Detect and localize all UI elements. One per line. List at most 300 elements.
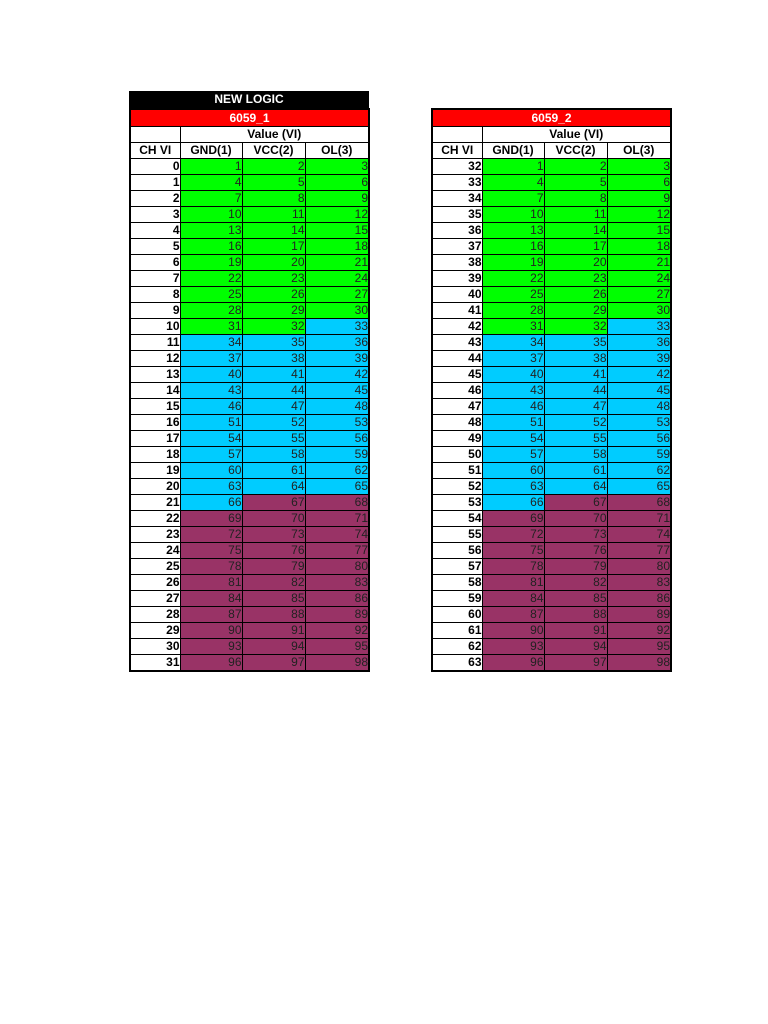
ol-value-cell: 45 <box>305 383 369 399</box>
ol-value-cell: 71 <box>305 511 369 527</box>
vcc-header: VCC(2) <box>242 143 305 159</box>
gnd-value-cell: 7 <box>482 191 544 207</box>
vcc-value-cell: 20 <box>242 255 305 271</box>
channel-cell: 50 <box>432 447 482 463</box>
ol-value-cell: 39 <box>607 351 671 367</box>
gnd-value-cell: 90 <box>180 623 242 639</box>
table-row <box>130 479 369 495</box>
channel-cell: 57 <box>432 559 482 575</box>
ol-value-cell: 86 <box>607 591 671 607</box>
table-row <box>432 191 671 207</box>
blank-header-cell <box>130 127 180 143</box>
gnd-value-cell: 51 <box>482 415 544 431</box>
ol-value-cell: 98 <box>607 655 671 672</box>
vcc-value-cell: 2 <box>544 159 607 175</box>
channel-cell: 53 <box>432 495 482 511</box>
ol-header: OL(3) <box>607 143 671 159</box>
vcc-value-cell: 44 <box>242 383 305 399</box>
ol-value-cell: 21 <box>305 255 369 271</box>
vcc-value-cell: 97 <box>544 655 607 672</box>
vcc-value-cell: 8 <box>242 191 305 207</box>
table-row <box>432 447 671 463</box>
ol-value-cell: 74 <box>607 527 671 543</box>
vcc-value-cell: 67 <box>242 495 305 511</box>
ol-value-cell: 77 <box>305 543 369 559</box>
ol-value-cell: 48 <box>607 399 671 415</box>
gnd-value-cell: 84 <box>180 591 242 607</box>
vcc-value-cell: 26 <box>242 287 305 303</box>
table-body <box>432 159 671 672</box>
gnd-value-cell: 81 <box>180 575 242 591</box>
gnd-value-cell: 51 <box>180 415 242 431</box>
channel-cell: 54 <box>432 511 482 527</box>
gnd-value-cell: 22 <box>180 271 242 287</box>
channel-cell: 14 <box>130 383 180 399</box>
table-row <box>130 559 369 575</box>
table-row <box>130 543 369 559</box>
ol-value-cell: 15 <box>305 223 369 239</box>
gnd-value-cell: 54 <box>180 431 242 447</box>
table-row <box>130 623 369 639</box>
channel-cell: 13 <box>130 367 180 383</box>
table-row <box>432 591 671 607</box>
channel-cell: 32 <box>432 159 482 175</box>
gnd-header: GND(1) <box>180 143 242 159</box>
gnd-value-cell: 25 <box>482 287 544 303</box>
gnd-value-cell: 7 <box>180 191 242 207</box>
vcc-value-cell: 47 <box>544 399 607 415</box>
channel-cell: 16 <box>130 415 180 431</box>
ol-value-cell: 3 <box>305 159 369 175</box>
ol-value-cell: 12 <box>305 207 369 223</box>
value-header: Value (VI) <box>482 127 671 143</box>
gnd-value-cell: 75 <box>180 543 242 559</box>
vcc-value-cell: 26 <box>544 287 607 303</box>
table-row <box>130 207 369 223</box>
channel-cell: 59 <box>432 591 482 607</box>
vcc-value-cell: 76 <box>242 543 305 559</box>
vcc-value-cell: 11 <box>544 207 607 223</box>
vcc-header: VCC(2) <box>544 143 607 159</box>
ol-value-cell: 45 <box>607 383 671 399</box>
gnd-value-cell: 90 <box>482 623 544 639</box>
channel-cell: 33 <box>432 175 482 191</box>
table-row <box>432 575 671 591</box>
table-row <box>432 431 671 447</box>
gnd-value-cell: 16 <box>180 239 242 255</box>
gnd-value-cell: 63 <box>482 479 544 495</box>
gnd-header: GND(1) <box>482 143 544 159</box>
vcc-value-cell: 17 <box>242 239 305 255</box>
ol-value-cell: 77 <box>607 543 671 559</box>
table-row <box>130 335 369 351</box>
channel-cell: 61 <box>432 623 482 639</box>
channel-cell: 1 <box>130 175 180 191</box>
gnd-value-cell: 46 <box>180 399 242 415</box>
channel-cell: 29 <box>130 623 180 639</box>
vcc-value-cell: 32 <box>242 319 305 335</box>
table-row <box>432 271 671 287</box>
channel-cell: 63 <box>432 655 482 672</box>
vcc-value-cell: 29 <box>242 303 305 319</box>
vcc-value-cell: 41 <box>544 367 607 383</box>
ol-value-cell: 21 <box>607 255 671 271</box>
vcc-value-cell: 38 <box>544 351 607 367</box>
ol-value-cell: 80 <box>305 559 369 575</box>
channel-cell: 6 <box>130 255 180 271</box>
channel-cell: 22 <box>130 511 180 527</box>
channel-cell: 26 <box>130 575 180 591</box>
vcc-value-cell: 23 <box>242 271 305 287</box>
ol-value-cell: 53 <box>607 415 671 431</box>
ol-value-cell: 6 <box>305 175 369 191</box>
vcc-value-cell: 70 <box>544 511 607 527</box>
table-row <box>432 543 671 559</box>
table-row <box>130 575 369 591</box>
ol-value-cell: 42 <box>305 367 369 383</box>
table-row <box>130 415 369 431</box>
vcc-value-cell: 88 <box>242 607 305 623</box>
vcc-value-cell: 32 <box>544 319 607 335</box>
vcc-value-cell: 91 <box>242 623 305 639</box>
channel-cell: 15 <box>130 399 180 415</box>
channel-cell: 11 <box>130 335 180 351</box>
gnd-value-cell: 31 <box>482 319 544 335</box>
gnd-value-cell: 19 <box>482 255 544 271</box>
channel-cell: 46 <box>432 383 482 399</box>
vcc-value-cell: 52 <box>544 415 607 431</box>
vcc-value-cell: 58 <box>242 447 305 463</box>
vcc-value-cell: 8 <box>544 191 607 207</box>
gnd-value-cell: 78 <box>482 559 544 575</box>
gnd-value-cell: 1 <box>482 159 544 175</box>
gnd-value-cell: 46 <box>482 399 544 415</box>
gnd-value-cell: 57 <box>482 447 544 463</box>
table-row <box>432 175 671 191</box>
table-row <box>130 431 369 447</box>
ol-header: OL(3) <box>305 143 369 159</box>
vcc-value-cell: 17 <box>544 239 607 255</box>
vcc-value-cell: 85 <box>242 591 305 607</box>
gnd-value-cell: 87 <box>482 607 544 623</box>
ol-value-cell: 92 <box>607 623 671 639</box>
blank-header-cell <box>432 127 482 143</box>
vcc-value-cell: 35 <box>544 335 607 351</box>
ol-value-cell: 42 <box>607 367 671 383</box>
table-row <box>432 159 671 175</box>
gnd-value-cell: 16 <box>482 239 544 255</box>
table-row <box>130 223 369 239</box>
channel-cell: 24 <box>130 543 180 559</box>
table-row <box>432 367 671 383</box>
channel-cell: 44 <box>432 351 482 367</box>
gnd-value-cell: 81 <box>482 575 544 591</box>
vcc-value-cell: 64 <box>242 479 305 495</box>
channel-cell: 49 <box>432 431 482 447</box>
channel-cell: 19 <box>130 463 180 479</box>
vcc-value-cell: 5 <box>544 175 607 191</box>
ol-value-cell: 89 <box>305 607 369 623</box>
vcc-value-cell: 14 <box>544 223 607 239</box>
table-row <box>432 223 671 239</box>
table-row <box>432 335 671 351</box>
table-title: 6059_1 <box>130 109 369 127</box>
ol-value-cell: 27 <box>607 287 671 303</box>
ch-header: CH VI <box>130 143 180 159</box>
channel-cell: 58 <box>432 575 482 591</box>
gnd-value-cell: 25 <box>180 287 242 303</box>
channel-cell: 39 <box>432 271 482 287</box>
channel-cell: 62 <box>432 639 482 655</box>
gnd-value-cell: 13 <box>180 223 242 239</box>
ol-value-cell: 83 <box>607 575 671 591</box>
table-row <box>130 287 369 303</box>
gnd-value-cell: 28 <box>180 303 242 319</box>
ol-value-cell: 95 <box>305 639 369 655</box>
ol-value-cell: 9 <box>305 191 369 207</box>
ol-value-cell: 71 <box>607 511 671 527</box>
channel-cell: 41 <box>432 303 482 319</box>
table-row <box>130 495 369 511</box>
table-row <box>432 479 671 495</box>
channel-cell: 25 <box>130 559 180 575</box>
gnd-value-cell: 34 <box>180 335 242 351</box>
ol-value-cell: 18 <box>305 239 369 255</box>
table-row <box>432 495 671 511</box>
ol-value-cell: 95 <box>607 639 671 655</box>
channel-cell: 35 <box>432 207 482 223</box>
gnd-value-cell: 72 <box>180 527 242 543</box>
ol-value-cell: 83 <box>305 575 369 591</box>
channel-table-6059-1 <box>129 108 370 672</box>
table-row <box>130 383 369 399</box>
ol-value-cell: 30 <box>607 303 671 319</box>
gnd-value-cell: 4 <box>180 175 242 191</box>
table-row <box>130 399 369 415</box>
table-row <box>432 207 671 223</box>
gnd-value-cell: 37 <box>180 351 242 367</box>
ol-value-cell: 36 <box>607 335 671 351</box>
gnd-value-cell: 1 <box>180 159 242 175</box>
table-row <box>432 319 671 335</box>
vcc-value-cell: 64 <box>544 479 607 495</box>
vcc-value-cell: 82 <box>242 575 305 591</box>
gnd-value-cell: 60 <box>180 463 242 479</box>
ol-value-cell: 86 <box>305 591 369 607</box>
ol-value-cell: 6 <box>607 175 671 191</box>
gnd-value-cell: 13 <box>482 223 544 239</box>
table-title: 6059_2 <box>432 109 671 127</box>
ol-value-cell: 89 <box>607 607 671 623</box>
table-row <box>432 383 671 399</box>
gnd-value-cell: 93 <box>482 639 544 655</box>
gnd-value-cell: 93 <box>180 639 242 655</box>
gnd-value-cell: 66 <box>482 495 544 511</box>
vcc-value-cell: 58 <box>544 447 607 463</box>
table-row <box>130 239 369 255</box>
table-row <box>130 351 369 367</box>
vcc-value-cell: 23 <box>544 271 607 287</box>
vcc-value-cell: 55 <box>242 431 305 447</box>
vcc-value-cell: 11 <box>242 207 305 223</box>
ol-value-cell: 56 <box>305 431 369 447</box>
vcc-value-cell: 52 <box>242 415 305 431</box>
vcc-value-cell: 70 <box>242 511 305 527</box>
table-row <box>432 511 671 527</box>
vcc-value-cell: 61 <box>544 463 607 479</box>
channel-cell: 43 <box>432 335 482 351</box>
ol-value-cell: 18 <box>607 239 671 255</box>
channel-cell: 28 <box>130 607 180 623</box>
vcc-value-cell: 20 <box>544 255 607 271</box>
gnd-value-cell: 96 <box>482 655 544 672</box>
ol-value-cell: 68 <box>305 495 369 511</box>
value-header: Value (VI) <box>180 127 369 143</box>
table-row <box>432 527 671 543</box>
gnd-value-cell: 10 <box>482 207 544 223</box>
table-row <box>432 623 671 639</box>
vcc-value-cell: 94 <box>242 639 305 655</box>
channel-cell: 40 <box>432 287 482 303</box>
ol-value-cell: 33 <box>607 319 671 335</box>
channel-cell: 56 <box>432 543 482 559</box>
gnd-value-cell: 43 <box>180 383 242 399</box>
gnd-value-cell: 96 <box>180 655 242 672</box>
ol-value-cell: 65 <box>607 479 671 495</box>
channel-cell: 23 <box>130 527 180 543</box>
vcc-value-cell: 5 <box>242 175 305 191</box>
gnd-value-cell: 37 <box>482 351 544 367</box>
ol-value-cell: 68 <box>607 495 671 511</box>
table-row <box>130 303 369 319</box>
ol-value-cell: 36 <box>305 335 369 351</box>
channel-cell: 47 <box>432 399 482 415</box>
table-row <box>130 655 369 672</box>
ol-value-cell: 12 <box>607 207 671 223</box>
gnd-value-cell: 57 <box>180 447 242 463</box>
channel-cell: 2 <box>130 191 180 207</box>
channel-cell: 52 <box>432 479 482 495</box>
table-row <box>432 303 671 319</box>
table-row <box>130 191 369 207</box>
ol-value-cell: 39 <box>305 351 369 367</box>
ol-value-cell: 56 <box>607 431 671 447</box>
channel-cell: 55 <box>432 527 482 543</box>
vcc-value-cell: 41 <box>242 367 305 383</box>
gnd-value-cell: 28 <box>482 303 544 319</box>
table-body <box>130 159 369 672</box>
ol-value-cell: 33 <box>305 319 369 335</box>
ol-value-cell: 80 <box>607 559 671 575</box>
table-row <box>432 399 671 415</box>
vcc-value-cell: 38 <box>242 351 305 367</box>
table-row <box>130 159 369 175</box>
table-row <box>130 527 369 543</box>
channel-cell: 4 <box>130 223 180 239</box>
vcc-value-cell: 97 <box>242 655 305 672</box>
vcc-value-cell: 47 <box>242 399 305 415</box>
gnd-value-cell: 72 <box>482 527 544 543</box>
channel-cell: 27 <box>130 591 180 607</box>
vcc-value-cell: 67 <box>544 495 607 511</box>
ol-value-cell: 59 <box>305 447 369 463</box>
vcc-value-cell: 35 <box>242 335 305 351</box>
vcc-value-cell: 2 <box>242 159 305 175</box>
gnd-value-cell: 54 <box>482 431 544 447</box>
table-row <box>432 255 671 271</box>
gnd-value-cell: 43 <box>482 383 544 399</box>
ol-value-cell: 9 <box>607 191 671 207</box>
channel-cell: 45 <box>432 367 482 383</box>
ch-header: CH VI <box>432 143 482 159</box>
gnd-value-cell: 22 <box>482 271 544 287</box>
table-row <box>432 463 671 479</box>
channel-cell: 34 <box>432 191 482 207</box>
ol-value-cell: 3 <box>607 159 671 175</box>
ol-value-cell: 48 <box>305 399 369 415</box>
table-row <box>130 319 369 335</box>
channel-cell: 36 <box>432 223 482 239</box>
ol-value-cell: 53 <box>305 415 369 431</box>
channel-cell: 0 <box>130 159 180 175</box>
table-row <box>130 447 369 463</box>
ol-value-cell: 15 <box>607 223 671 239</box>
vcc-value-cell: 82 <box>544 575 607 591</box>
vcc-value-cell: 91 <box>544 623 607 639</box>
vcc-value-cell: 61 <box>242 463 305 479</box>
gnd-value-cell: 31 <box>180 319 242 335</box>
gnd-value-cell: 69 <box>180 511 242 527</box>
ol-value-cell: 24 <box>305 271 369 287</box>
ol-value-cell: 27 <box>305 287 369 303</box>
table-row <box>130 367 369 383</box>
ol-value-cell: 62 <box>607 463 671 479</box>
gnd-value-cell: 84 <box>482 591 544 607</box>
gnd-value-cell: 4 <box>482 175 544 191</box>
channel-cell: 38 <box>432 255 482 271</box>
channel-cell: 8 <box>130 287 180 303</box>
channel-cell: 42 <box>432 319 482 335</box>
vcc-value-cell: 73 <box>242 527 305 543</box>
vcc-value-cell: 29 <box>544 303 607 319</box>
ol-value-cell: 98 <box>305 655 369 672</box>
table-row <box>130 271 369 287</box>
channel-cell: 18 <box>130 447 180 463</box>
vcc-value-cell: 85 <box>544 591 607 607</box>
gnd-value-cell: 66 <box>180 495 242 511</box>
table-row <box>130 175 369 191</box>
gnd-value-cell: 69 <box>482 511 544 527</box>
vcc-value-cell: 14 <box>242 223 305 239</box>
gnd-value-cell: 40 <box>482 367 544 383</box>
table-row <box>432 655 671 672</box>
channel-cell: 5 <box>130 239 180 255</box>
ol-value-cell: 24 <box>607 271 671 287</box>
ol-value-cell: 30 <box>305 303 369 319</box>
table-row <box>130 639 369 655</box>
gnd-value-cell: 78 <box>180 559 242 575</box>
channel-cell: 37 <box>432 239 482 255</box>
new-logic-banner: NEW LOGIC <box>129 91 369 108</box>
channel-cell: 51 <box>432 463 482 479</box>
vcc-value-cell: 73 <box>544 527 607 543</box>
table-row <box>130 511 369 527</box>
table-row <box>432 639 671 655</box>
ol-value-cell: 92 <box>305 623 369 639</box>
channel-cell: 10 <box>130 319 180 335</box>
channel-cell: 30 <box>130 639 180 655</box>
channel-cell: 48 <box>432 415 482 431</box>
